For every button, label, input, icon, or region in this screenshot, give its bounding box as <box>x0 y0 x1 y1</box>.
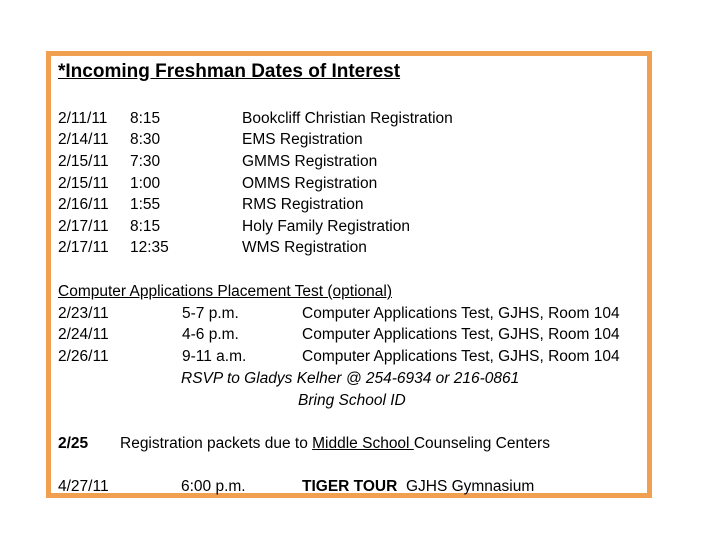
registration-date: 2/15/11 <box>58 153 109 170</box>
registration-date: 2/17/11 <box>58 239 109 256</box>
registration-time: 7:30 <box>130 153 161 170</box>
registration-date: 2/17/11 <box>58 218 109 235</box>
rsvp-note: RSVP to Gladys Kelher @ 254-6934 or 216-0861 <box>181 370 520 387</box>
registration-date: 2/16/11 <box>58 196 109 213</box>
tour-date: 4/27/11 <box>58 478 109 495</box>
registration-event: GMMS Registration <box>242 153 378 170</box>
registration-event: OMMS Registration <box>242 175 378 192</box>
registration-time: 12:35 <box>130 239 169 256</box>
registration-event: Holy Family Registration <box>242 218 410 235</box>
page-title: *Incoming Freshman Dates of Interest <box>58 61 401 82</box>
registration-time: 8:30 <box>130 131 161 148</box>
registration-date: 2/11/11 <box>58 110 108 127</box>
tour-info <box>302 478 534 496</box>
test-event: Computer Applications Test, GJHS, Room 104 <box>302 305 620 322</box>
packets-text-underlined: Middle School <box>312 435 414 452</box>
registration-time: 8:15 <box>130 218 161 235</box>
registration-date: 2/14/11 <box>58 131 109 148</box>
test-event: Computer Applications Test, GJHS, Room 104 <box>302 326 620 343</box>
packets-text-before: Registration packets due to <box>120 435 313 452</box>
tour-location: GJHS Gymnasium <box>405 478 535 495</box>
test-time: 9-11 a.m. <box>182 348 247 365</box>
registration-time: 1:55 <box>130 196 161 213</box>
test-date: 2/23/11 <box>58 305 109 322</box>
tour-time: 6:00 p.m. <box>181 478 246 495</box>
packets-text <box>120 435 550 453</box>
registration-date: 2/15/11 <box>58 175 109 192</box>
test-event: Computer Applications Test, GJHS, Room 104 <box>302 348 620 365</box>
test-time: 4-6 p.m. <box>182 326 239 343</box>
packets-text-after: Counseling Centers <box>413 435 550 452</box>
test-time: 5-7 p.m. <box>182 305 239 322</box>
test-date: 2/24/11 <box>58 326 109 343</box>
registration-event: WMS Registration <box>242 239 367 256</box>
packets-date: 2/25 <box>58 435 89 452</box>
test-date: 2/26/11 <box>58 348 109 365</box>
bring-id-note: Bring School ID <box>298 392 406 409</box>
registration-event: EMS Registration <box>242 131 363 148</box>
registration-event: RMS Registration <box>242 196 364 213</box>
registration-time: 1:00 <box>130 175 161 192</box>
tour-name: TIGER TOUR <box>302 478 398 495</box>
placement-heading: Computer Applications Placement Test (optional) <box>58 283 392 300</box>
registration-time: 8:15 <box>130 110 161 127</box>
registration-event: Bookcliff Christian Registration <box>242 110 453 127</box>
